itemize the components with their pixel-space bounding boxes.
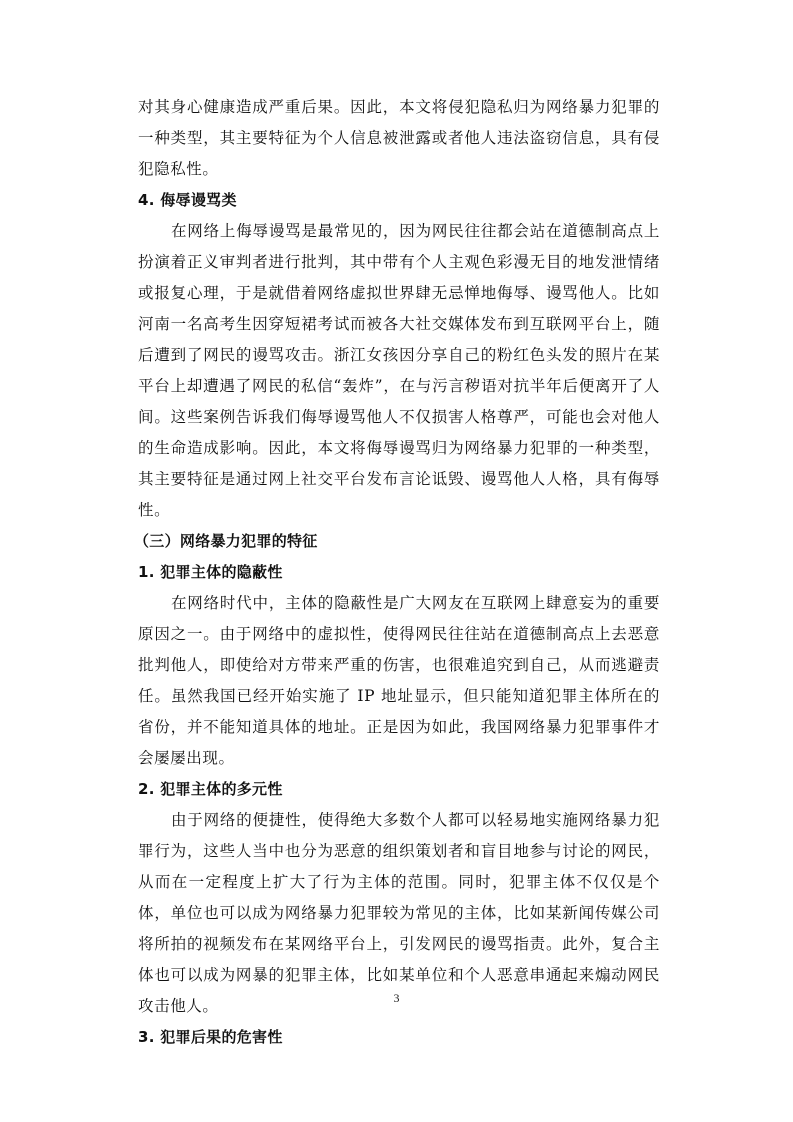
heading-diversity: 2. 犯罪主体的多元性 [138, 780, 283, 798]
heading-concealment: 1. 犯罪主体的隐蔽性 [138, 563, 283, 581]
page-number: 3 [393, 991, 400, 1005]
heading-harmfulness: 3. 犯罪后果的危害性 [138, 1028, 283, 1046]
paragraph-privacy-conclusion: 对其身心健康造成严重后果。因此，本文将侵犯隐私归为网络暴力犯罪的一种类型，其主要特征为个人信息被泄露或者他人违法盗窃信息，具有侵犯隐私性。 [138, 98, 660, 178]
paragraph-insult-abuse: 在网络上侮辱谩骂是最常见的，因为网民往往都会站在道德制高点上扮演着正义审判者进行批判，其中带有个人主观色彩漫无目的地发泄情绪或报复心理，于是就借着网络虚拟世界肆无忌惮地侮辱、谩骂他人。比如河南一名高考生因穿短裙考试而被各大社交媒体发布到互联网平台上，随后遭到了网民的谩骂攻击。浙江女孩因分享自己的粉红色头发的照片在某平台上却遭遇了网民的私信“轰炸”，在与污言秽语对抗半年后便离开了人间。这些案例告诉我们侮辱谩骂他人不仅损害人格尊严，可能也会对他人的生命造成影响。因此，本文将侮辱谩骂归为网络暴力犯罪的一种类型，其主要特征是通过网上社交平台发布言论诋毁、谩骂他人人格，具有侮辱性。 [138, 222, 660, 519]
paragraph-diversity: 由于网络的便捷性，使得绝大多数个人都可以轻易地实施网络暴力犯罪行为，这些人当中也分为恶意的组织策划者和盲目地参与讨论的网民，从而在一定程度上扩大了行为主体的范围。同时，犯罪主体不仅仅是个体，单位也可以成为网络暴力犯罪较为常见的主体，比如某新闻传媒公司将所拍的视频发布在某网络平台上，引发网民的谩骂指责。此外，复合主体也可以成为网暴的犯罪主体，比如某单位和个人恶意串通起来煽动网民攻击他人。 [138, 811, 660, 1015]
heading-insult-abuse: 4. 侮辱谩骂类 [138, 191, 237, 209]
paragraph-concealment: 在网络时代中，主体的隐蔽性是广大网友在互联网上肆意妄为的重要原因之一。由于网络中的虚拟性，使得网民往往站在道德制高点上去恶意批判他人，即使给对方带来严重的伤害，也很难追究到自己，从而逃避责任。虽然我国已经开始实施了 IP 地址显示，但只能知道犯罪主体所在的省份，并不能知道具体的地址。正是因为如此，我国网络暴力犯罪事件才会屡屡出现。 [138, 594, 660, 767]
document-body [134, 92, 660, 1053]
section-heading-characteristics: （三）网络暴力犯罪的特征 [134, 532, 318, 550]
